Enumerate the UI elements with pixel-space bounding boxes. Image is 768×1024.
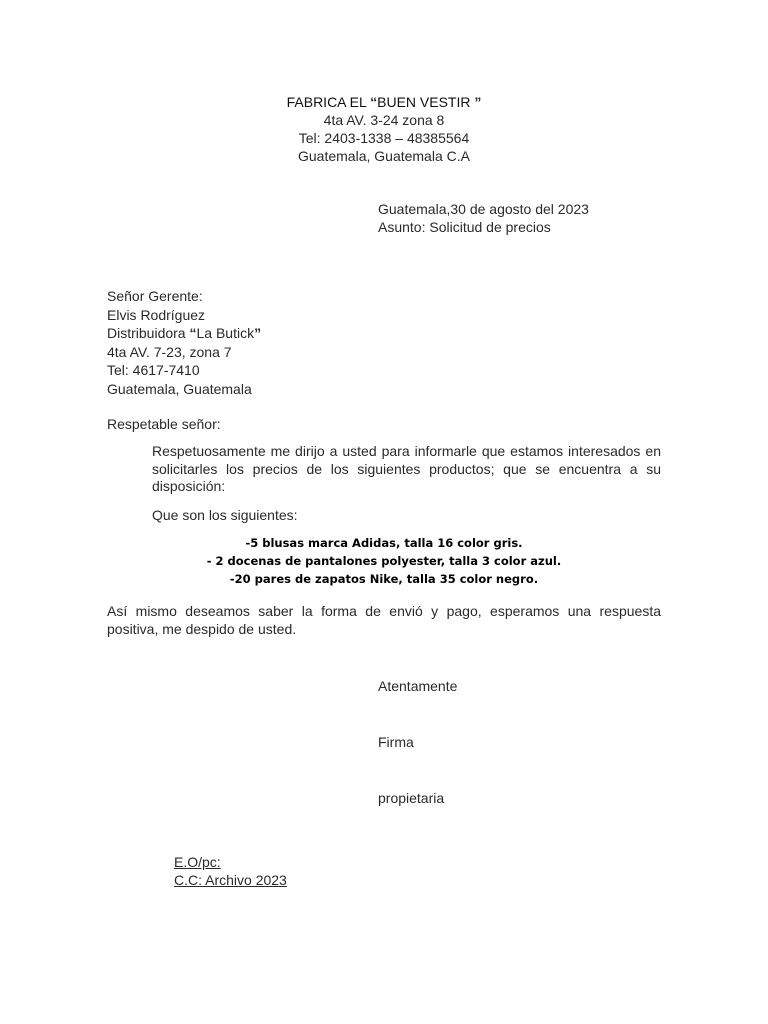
open-quote: “	[370, 94, 378, 110]
copy-reference: C.C: Archivo 2023	[174, 872, 287, 888]
letter-date: Guatemala,30 de agosto del 2023	[378, 201, 589, 217]
letterhead	[0, 93, 768, 165]
product-item: -5 blusas marca Adidas, talla 16 color gris.	[245, 536, 523, 550]
recipient-company-name: La Butick	[196, 325, 255, 341]
footer-references	[174, 853, 287, 889]
recipient-city: Guatemala, Guatemala	[107, 380, 252, 397]
recipient-open-quote: “	[189, 325, 197, 341]
recipient-block	[107, 287, 261, 398]
recipient-name: Elvis Rodríguez	[107, 306, 206, 323]
letter-subject: Asunto: Solicitud de precios	[378, 219, 551, 235]
company-name-line	[0, 93, 768, 111]
signature-label: Firma	[378, 734, 414, 750]
close-quote: ”	[474, 94, 482, 110]
company-prefix: FABRICA EL	[286, 94, 371, 110]
company-address: 4ta AV. 3-24 zona 8	[323, 112, 445, 128]
company-name: BUEN VESTIR	[377, 94, 475, 110]
signer-role: propietaria	[378, 790, 445, 806]
recipient-title: Señor Gerente:	[107, 288, 203, 304]
recipient-phone: Tel: 4617-7410	[107, 362, 200, 378]
company-city: Guatemala, Guatemala C.A	[298, 148, 470, 164]
initials-reference: E.O/pc:	[174, 854, 221, 870]
list-intro: Que son los siguientes:	[152, 507, 298, 523]
company-phone: Tel: 2403-1338 – 48385564	[298, 130, 470, 146]
recipient-close-quote: ”	[254, 325, 262, 341]
product-item: -20 pares de zapatos Nike, talla 35 color negro.	[229, 572, 539, 586]
recipient-company-prefix: Distribuidora	[107, 325, 190, 341]
product-item: - 2 docenas de pantalones polyester, talla 3 color azul.	[206, 554, 562, 568]
greeting: Respetable señor:	[107, 416, 221, 432]
date-subject-block	[378, 200, 589, 236]
recipient-address: 4ta AV. 7-23, zona 7	[107, 343, 232, 360]
product-list	[0, 534, 768, 588]
intro-paragraph: Respetuosamente me dirijo a usted para informarle que estamos interesados en solicitarles los precios de los siguientes productos; que se encuentra a su disposición:	[152, 443, 661, 494]
salutation: Atentamente	[378, 678, 458, 694]
recipient-company-line	[107, 324, 261, 343]
closing-paragraph: Así mismo deseamos saber la forma de envió y pago, esperamos una respuesta positiva, me despido de usted.	[107, 603, 661, 637]
